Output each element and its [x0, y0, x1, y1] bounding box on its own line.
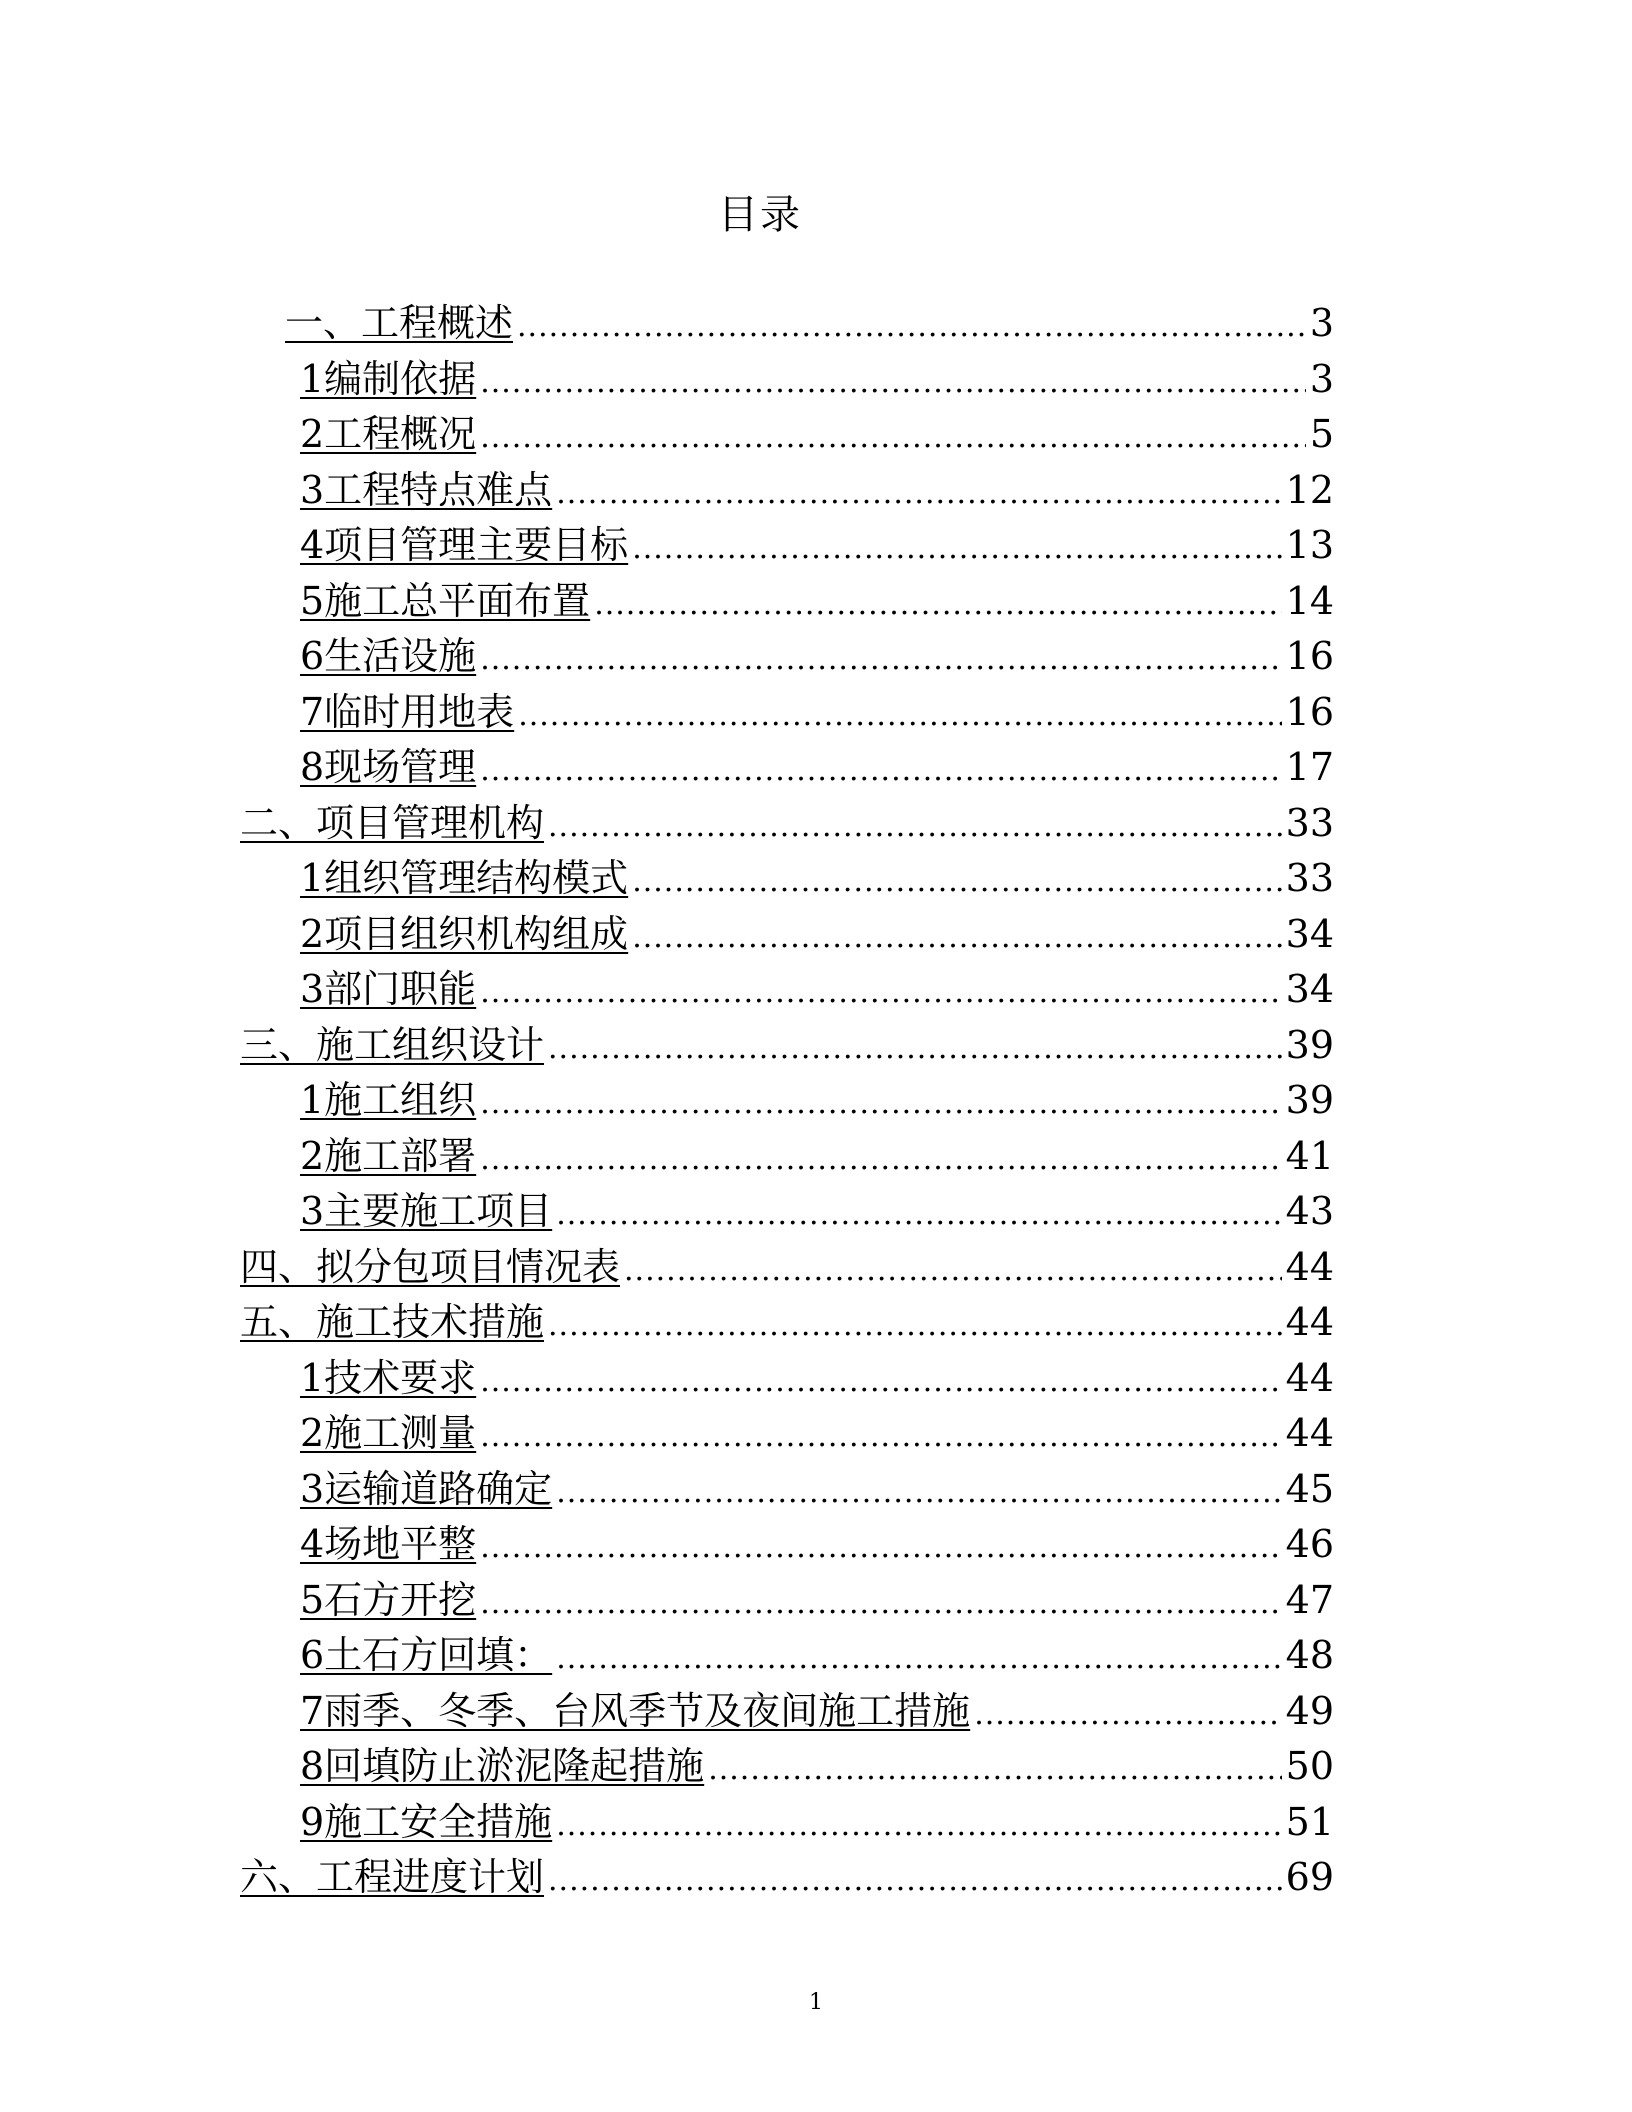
toc-entry-link[interactable]: 9施工安全措施: [300, 1799, 553, 1844]
toc-entry[interactable]: [240, 740, 1334, 796]
toc-entry[interactable]: [240, 1628, 1334, 1684]
toc-entry[interactable]: [240, 407, 1334, 463]
dot-leader: [548, 799, 1282, 855]
toc-entry-link[interactable]: 7临时用地表: [300, 689, 515, 734]
toc-page-number: 44: [1285, 1244, 1334, 1289]
toc-entry[interactable]: [240, 1462, 1334, 1518]
dot-leader: [480, 1520, 1281, 1576]
toc-entry-link[interactable]: 六、工程进度计划: [240, 1855, 545, 1899]
toc-entry[interactable]: [240, 518, 1334, 574]
toc-entry[interactable]: [240, 962, 1334, 1018]
toc-page-number: 45: [1285, 1466, 1334, 1511]
toc-entry-link[interactable]: 3部门职能: [300, 967, 477, 1011]
toc-entry-link[interactable]: 1技术要求: [300, 1355, 477, 1400]
dot-leader: [480, 1076, 1281, 1132]
toc-page-number: 44: [1285, 1300, 1334, 1344]
toc-page-number: 51: [1285, 1799, 1334, 1844]
toc-entry[interactable]: [240, 1573, 1334, 1629]
dot-leader: [708, 1742, 1281, 1798]
dot-leader: [480, 355, 1306, 411]
toc-entry-link[interactable]: 2项目组织机构组成: [300, 911, 629, 956]
dot-leader: [632, 854, 1281, 910]
toc-page-number: 39: [1285, 1022, 1334, 1067]
toc-entry-link[interactable]: 二、项目管理机构: [240, 800, 545, 845]
toc-entry-link[interactable]: 5石方开挖: [300, 1577, 477, 1622]
toc-entry[interactable]: [240, 1406, 1334, 1462]
toc-entry-link[interactable]: 8现场管理: [300, 745, 477, 789]
toc-entry-link[interactable]: 四、拟分包项目情况表: [240, 1244, 621, 1289]
toc-page-number: 39: [1285, 1078, 1334, 1122]
toc-entry-link[interactable]: 3工程特点难点: [300, 467, 553, 512]
toc-entry[interactable]: [240, 463, 1334, 519]
toc-entry[interactable]: [240, 1073, 1334, 1129]
dot-leader: [480, 632, 1281, 688]
dot-leader: [556, 1465, 1281, 1521]
toc-entry[interactable]: [240, 796, 1334, 852]
toc-page-number: 43: [1285, 1189, 1334, 1233]
toc-entry[interactable]: [240, 907, 1334, 963]
toc-page-number: 69: [1285, 1855, 1334, 1899]
toc-entry[interactable]: [240, 1684, 1334, 1740]
dot-leader: [556, 1187, 1281, 1243]
dot-leader: [974, 1687, 1281, 1743]
toc-entry-link[interactable]: 5施工总平面布置: [300, 578, 591, 623]
toc-page-number: 44: [1285, 1355, 1334, 1400]
dot-leader: [480, 965, 1281, 1021]
toc-page-number: 12: [1285, 467, 1334, 512]
toc-entry[interactable]: [240, 1295, 1334, 1351]
toc-page-number: 50: [1285, 1744, 1334, 1788]
toc-entry-link[interactable]: 1施工组织: [300, 1078, 477, 1122]
toc-page-number: 49: [1285, 1688, 1334, 1733]
toc-entry-link[interactable]: 4项目管理主要目标: [300, 523, 629, 567]
toc-page-number: 34: [1285, 967, 1334, 1011]
page-number: 1: [809, 1990, 823, 2015]
toc-page-number: 13: [1285, 523, 1334, 567]
toc-entry-link[interactable]: 8回填防止淤泥隆起措施: [300, 1744, 705, 1788]
dot-leader: [480, 743, 1281, 799]
toc-entry[interactable]: [240, 1129, 1334, 1185]
toc-entry-link[interactable]: 3主要施工项目: [300, 1189, 553, 1233]
toc-page-number: 33: [1285, 856, 1334, 900]
toc-entry[interactable]: [240, 1184, 1334, 1240]
dot-leader: [556, 466, 1281, 522]
table-of-contents: [240, 296, 1334, 1906]
toc-page-number: 46: [1285, 1522, 1334, 1566]
page-title: 目录: [718, 192, 802, 238]
dot-leader: [480, 1132, 1281, 1188]
toc-page-number: 5: [1309, 412, 1334, 456]
toc-page-number: 16: [1285, 689, 1334, 734]
toc-entry[interactable]: [240, 1018, 1334, 1074]
toc-entry-link[interactable]: 6土石方回填：: [300, 1633, 553, 1677]
toc-page-number: 33: [1285, 800, 1334, 845]
toc-entry-link[interactable]: 2工程概况: [300, 412, 477, 456]
toc-entry-link[interactable]: 一、工程概述: [285, 301, 514, 345]
dot-leader: [480, 1409, 1281, 1465]
toc-page-number: 48: [1285, 1633, 1334, 1677]
toc-page-number: 47: [1285, 1577, 1334, 1622]
toc-page-number: 14: [1285, 578, 1334, 623]
toc-entry[interactable]: [240, 1351, 1334, 1407]
dot-leader: [548, 1021, 1282, 1077]
dot-leader: [480, 410, 1306, 466]
toc-entry[interactable]: [240, 1240, 1334, 1296]
toc-entry-link[interactable]: 7雨季、冬季、台风季节及夜间施工措施: [300, 1688, 971, 1733]
toc-entry[interactable]: [240, 685, 1334, 741]
toc-entry[interactable]: [240, 1795, 1334, 1851]
toc-page-number: 44: [1285, 1411, 1334, 1455]
toc-entry[interactable]: [240, 1517, 1334, 1573]
toc-entry[interactable]: [240, 1850, 1334, 1906]
toc-entry[interactable]: [240, 574, 1334, 630]
toc-entry-link[interactable]: 三、施工组织设计: [240, 1022, 545, 1067]
toc-page-number: 16: [1285, 634, 1334, 678]
toc-entry-link[interactable]: 五、施工技术措施: [240, 1300, 545, 1344]
dot-leader: [594, 577, 1281, 633]
toc-page-number: 3: [1309, 301, 1334, 345]
dot-leader: [518, 688, 1281, 744]
toc-entry-link[interactable]: 1编制依据: [300, 356, 477, 401]
dot-leader: [556, 1798, 1281, 1854]
toc-entry-link[interactable]: 1组织管理结构模式: [300, 856, 629, 900]
dot-leader: [556, 1631, 1281, 1687]
dot-leader: [624, 1243, 1282, 1299]
dot-leader: [480, 1354, 1281, 1410]
toc-entry-link[interactable]: 3运输道路确定: [300, 1466, 553, 1511]
dot-leader: [548, 1298, 1282, 1354]
toc-entry[interactable]: [240, 851, 1334, 907]
toc-page-number: 3: [1309, 356, 1334, 401]
toc-page-number: 34: [1285, 911, 1334, 956]
toc-entry[interactable]: [240, 352, 1334, 408]
toc-entry[interactable]: [240, 296, 1334, 352]
dot-leader: [632, 910, 1281, 966]
dot-leader: [632, 521, 1281, 577]
toc-entry-link[interactable]: 6生活设施: [300, 634, 477, 678]
dot-leader: [548, 1853, 1282, 1909]
toc-entry[interactable]: [240, 1739, 1334, 1795]
toc-page-number: 41: [1285, 1133, 1334, 1178]
toc-entry-link[interactable]: 4场地平整: [300, 1522, 477, 1566]
toc-entry[interactable]: [240, 629, 1334, 685]
toc-page-number: 17: [1285, 745, 1334, 789]
dot-leader: [480, 1576, 1281, 1632]
toc-entry-link[interactable]: 2施工部署: [300, 1133, 477, 1178]
toc-entry-link[interactable]: 2施工测量: [300, 1411, 477, 1455]
dot-leader: [517, 299, 1306, 355]
